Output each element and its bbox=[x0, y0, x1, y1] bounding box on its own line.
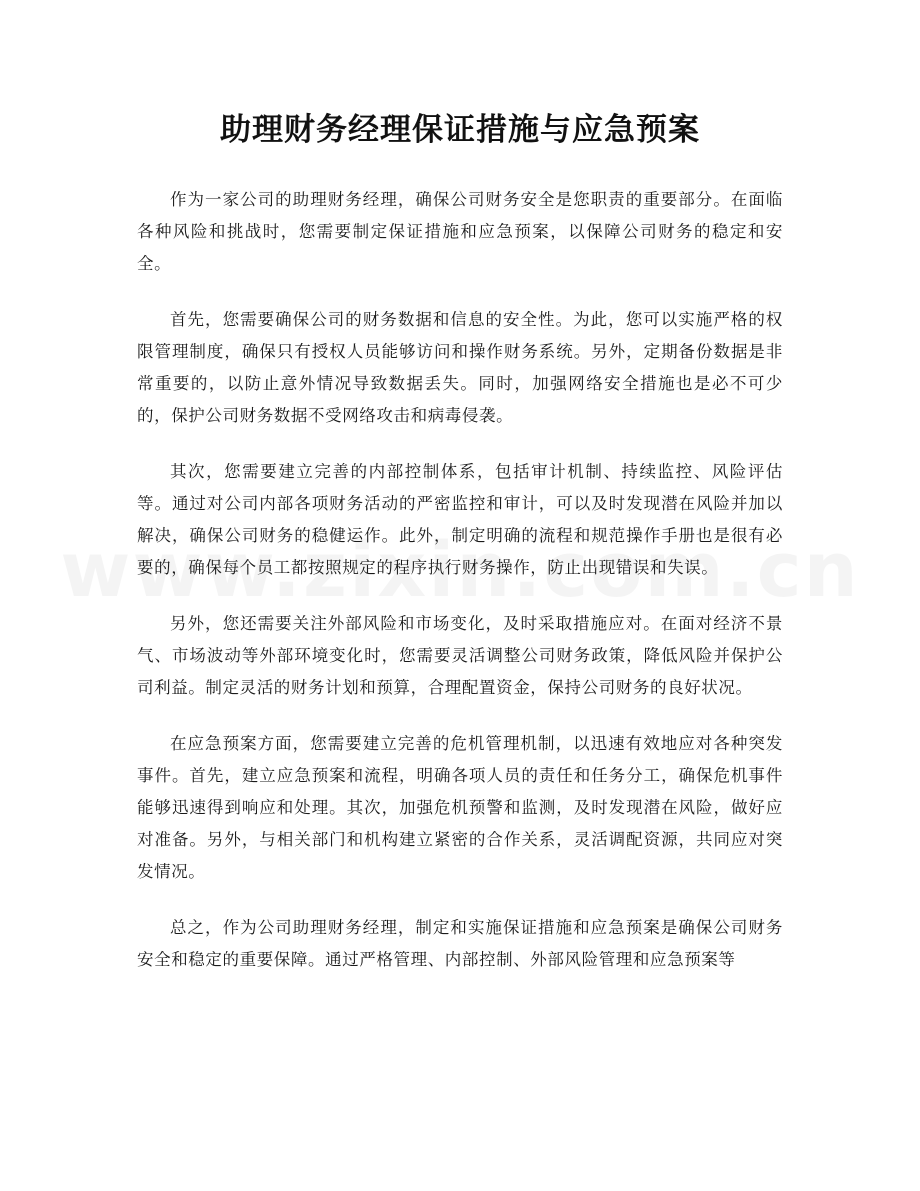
paragraph-internal-control: 其次，您需要建立完善的内部控制体系，包括审计机制、持续监控、风险评估等。通过对公司内部各项财务活动的严密监控和审计，可以及时发现潜在风险并加以解决，确保公司财务的稳健运作。此外，制定明确的流程和规范操作手册也是很有必要的，确保每个员工都按照规定的程序执行财务操作，防止出现错误和失误。 bbox=[137, 462, 783, 577]
document-body bbox=[137, 184, 783, 1000]
paragraph-emergency-plan: 在应急预案方面，您需要建立完善的危机管理机制，以迅速有效地应对各种突发事件。首先，建立应急预案和流程，明确各项人员的责任和任务分工，确保危机事件能够迅速得到响应和处理。其次，加强危机预警和监测，及时发现潜在风险，做好应对准备。另外，与相关部门和机构建立紧密的合作关系，灵活调配资源，共同应对突发情况。 bbox=[137, 734, 783, 881]
paragraph-data-security: 首先，您需要确保公司的财务数据和信息的安全性。为此，您可以实施严格的权限管理制度，确保只有授权人员能够访问和操作财务系统。另外，定期备份数据是非常重要的，以防止意外情况导致数据丢失。同时，加强网络安全措施也是必不可少的，保护公司财务数据不受网络攻击和病毒侵袭。 bbox=[137, 310, 783, 425]
document-title: 助理财务经理保证措施与应急预案 bbox=[220, 112, 700, 148]
paragraph-summary: 总之，作为公司助理财务经理，制定和实施保证措施和应急预案是确保公司财务安全和稳定的重要保障。通过严格管理、内部控制、外部风险管理和应急预案等 bbox=[137, 918, 783, 969]
paragraph-intro: 作为一家公司的助理财务经理，确保公司财务安全是您职责的重要部分。在面临各种风险和挑战时，您需要制定保证措施和应急预案，以保障公司财务的稳定和安全。 bbox=[137, 190, 783, 273]
paragraph-external-risk: 另外，您还需要关注外部风险和市场变化，及时采取措施应对。在面对经济不景气、市场波动等外部环境变化时，您需要灵活调整公司财务政策，降低风险并保护公司利益。制定灵活的财务计划和预算，合理配置资金，保持公司财务的良好状况。 bbox=[137, 614, 783, 697]
